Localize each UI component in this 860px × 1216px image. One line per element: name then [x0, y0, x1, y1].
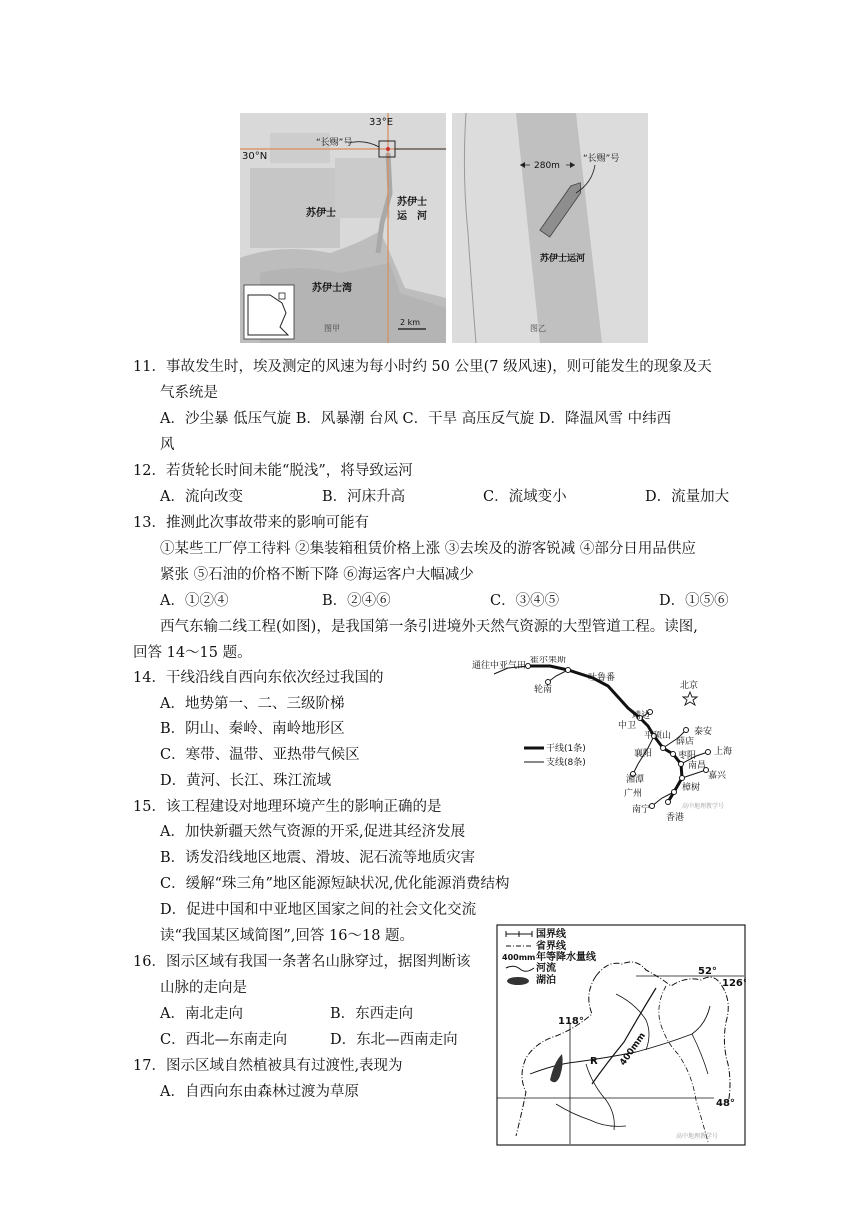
map-jia [240, 113, 446, 343]
lon-126-label: 126° [722, 978, 746, 989]
suez-map-svg [240, 113, 648, 343]
label-central-asia: 通往中亚气田 [472, 661, 527, 671]
label-xuedian: 薛店 [676, 737, 695, 747]
label-hongkong: 香港 [666, 813, 685, 822]
legend-main: 干线(1条) [546, 744, 586, 754]
caption-jia: 图甲 [324, 324, 340, 333]
canal-label-2: 运 河 [397, 211, 427, 222]
gulf-label: 苏伊士湾 [312, 283, 352, 294]
legend-lake: 湖泊 [536, 975, 556, 986]
q15-option-c: C．缓解“珠三角”地区能源短缺状况,优化能源消费结构 [160, 876, 510, 892]
canal-label-1: 苏伊士 [397, 197, 427, 208]
q12-option-a: A．流向改变 [160, 489, 243, 505]
q14-option-a: A．地势第一、二、三级阶梯 [160, 696, 345, 712]
q15-option-d: D．促进中国和中亚地区国家之间的社会文化交流 [160, 902, 477, 918]
label-lunnan: 轮南 [534, 685, 553, 695]
label-xiangtan: 湘潭 [626, 775, 645, 785]
lat-52-label: 52° [698, 966, 717, 977]
width-label: 280m [534, 161, 560, 171]
region-map-svg [496, 924, 746, 1146]
q12-option-c: C．流域变小 [483, 489, 567, 505]
label-xiangyang: 襄阳 [634, 749, 653, 759]
q16-option-d: D．东北—西南走向 [330, 1032, 458, 1048]
q14-option-d: D．黄河、长江、珠江流域 [160, 773, 332, 789]
q17-option-a: A．自西向东由森林过渡为草原 [160, 1084, 359, 1100]
canal-label-yi: 苏伊士运河 [540, 254, 586, 264]
q12-option-b: B．河床升高 [322, 489, 406, 505]
scale-label: 2 km [400, 318, 421, 327]
q16-option-c: C．西北—东南走向 [160, 1032, 288, 1048]
lat-48-label: 48° [716, 1098, 735, 1109]
region-map [496, 924, 746, 1146]
lat-label: 30°N [242, 151, 268, 162]
isohyet-400-label: 400mm [618, 1031, 648, 1068]
q13-items-line2: 紧张 ⑤石油的价格不断下降 ⑥海运客户大幅减少 [160, 567, 474, 583]
label-zaoyang: 枣阳 [678, 751, 697, 761]
q14-option-c: C．寒带、温带、亚热带气候区 [160, 747, 360, 763]
q13-option-b: B．②④⑥ [322, 593, 391, 609]
q12-stem: 12．若货轮长时间未能“脱浅”，将导致运河 [133, 463, 413, 479]
q15-option-b: B．诱发沿线地区地震、滑坡、泥石流等地质灾害 [160, 850, 476, 866]
label-shanghai: 上海 [714, 747, 733, 757]
label-taian: 泰安 [694, 727, 713, 737]
label-horgos: 霍尔果斯 [530, 656, 567, 665]
q13-option-a: A．①②④ [160, 593, 229, 609]
legend-isohyet: 年等降水量线 [536, 952, 596, 963]
label-beijing: 北京 [680, 681, 699, 691]
ship-label-jia: “长赐”号 [316, 138, 353, 148]
label-guangzhou: 广州 [624, 789, 643, 799]
q13-option-d: D．①⑤⑥ [659, 593, 729, 609]
q15-option-a: A．加快新疆天然气资源的开采,促进其经济发展 [160, 824, 466, 840]
legend-province: 省界线 [536, 941, 566, 952]
label-zhangshu: 樟树 [682, 783, 701, 793]
lon-118-label: 118° [558, 1016, 584, 1027]
q11-options: A．沙尘暴 低压气旋 B．风暴潮 台风 C．干旱 高压反气旋 D．降温风雪 中纬西 [160, 411, 672, 427]
intro-14-line2: 回答 14～15 题。 [133, 645, 252, 661]
ship-label-yi: “长赐”号 [583, 154, 620, 164]
intro-14-line1: 西气东输二线工程(如图)，是我国第一条引进境外天然气资源的大型管道工程。读图, [160, 619, 698, 635]
pipeline-map-svg [468, 656, 750, 822]
q12-option-d: D．流量加大 [645, 489, 730, 505]
lon-label: 33°E [369, 117, 394, 128]
q11-stem-line1: 11．事故发生时，埃及测定的风速为每小时约 50 公里(7 级风速)，则可能发生的现象及天 [133, 359, 712, 375]
label-pingdingshan: 平顶山 [644, 731, 672, 741]
city-label: 苏伊士 [306, 208, 336, 219]
river-r-label: R [590, 1056, 598, 1067]
q14-option-b: B．阴山、秦岭、南岭地形区 [160, 721, 345, 737]
q16-option-b: B．东西走向 [330, 1006, 414, 1022]
label-turpan: 吐鲁番 [588, 673, 616, 683]
q13-option-c: C．③④⑤ [490, 593, 560, 609]
label-nanchang: 南昌 [688, 761, 707, 771]
pipeline-map [468, 656, 750, 822]
label-zhongwei: 中卫 [618, 721, 637, 731]
q11-stem-line2: 气系统是 [160, 385, 218, 401]
label-nanning: 南宁 [632, 805, 651, 815]
q16-option-a: A．南北走向 [160, 1006, 243, 1022]
q13-items-line1: ①某些工厂停工待料 ②集装箱租赁价格上涨 ③去埃及的游客锐减 ④部分日用品供应 [160, 541, 696, 557]
suez-figure [240, 113, 648, 343]
beijing-star-icon [683, 692, 697, 705]
legend-river: 河流 [536, 963, 556, 974]
q16-stem-line1: 16．图示区域有我国一条著名山脉穿过，据图判断该 [133, 954, 471, 970]
map-yi [452, 113, 648, 343]
q11-options-wrap: 风 [160, 437, 175, 453]
legend-branch: 支线(8条) [546, 758, 586, 768]
legend-isohyet-prefix: 400mm [502, 953, 536, 962]
legend-border: 国界线 [536, 929, 566, 940]
region-watermark: 高中地理教学号 [676, 1133, 719, 1140]
pipeline-watermark: 高中地理教学号 [682, 803, 725, 810]
q14-stem: 14．干线沿线自西向东依次经过我国的 [133, 670, 384, 686]
caption-yi: 图乙 [530, 324, 546, 333]
intro-16: 读“我国某区域简图”,回答 16～18 题。 [160, 928, 415, 944]
q15-stem: 15．该工程建设对地理环境产生的影响正确的是 [133, 799, 442, 815]
label-jingbian: 靖边 [632, 711, 651, 721]
q16-stem-line2: 山脉的走向是 [160, 980, 247, 996]
label-jiaxing: 嘉兴 [708, 771, 727, 781]
q13-stem: 13．推测此次事故带来的影响可能有 [133, 515, 369, 531]
q17-stem: 17．图示区域自然植被具有过渡性,表现为 [133, 1058, 403, 1074]
